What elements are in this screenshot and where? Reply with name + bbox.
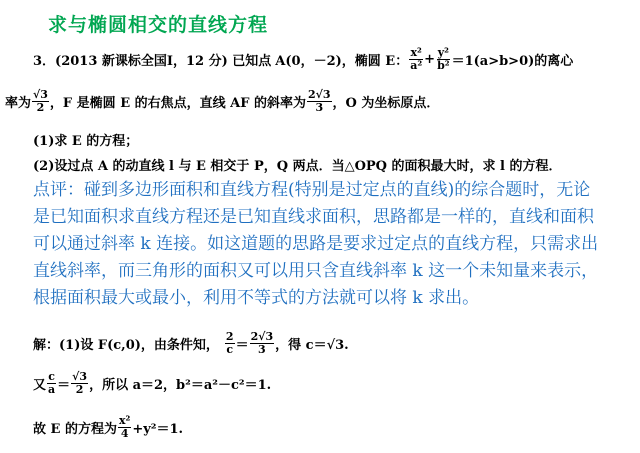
fraction-2sqrt3-3: $\frac{2√3}{3}$ xyxy=(308,87,331,114)
comment-line: 直线斜率，而三角形的面积又可以用只含直线斜率 k 这一个未知量来表示， xyxy=(33,261,599,281)
fraction-c-a: $\frac{c}{a}$ xyxy=(48,369,56,396)
question-part-2: (2)设过点 A 的动直线 l 与 E 相交于 P，Q 两点．当△OPQ 的面积最大时，求 l 的方程． xyxy=(33,159,562,174)
fraction-x2-a2: $\frac{\text{x²}}{\text{a²}}$ xyxy=(410,45,423,72)
fraction-2sqrt3-3-solution: $\frac{2√3}{3}$ xyxy=(250,329,274,356)
comment-line: 点评：碰到多边形面积和直线方程(特别是过定点的直线)的综合题时，无论 xyxy=(33,180,591,200)
solution-line-1: 解：(1)设 F(c,0)，由条件知， $\frac{2}{c}$ ＝ $\frac{2√3}{3}$ ，得 c＝√3. xyxy=(33,329,349,356)
fraction-sqrt3-2-solution: $\frac{√3}{2}$ xyxy=(72,369,88,396)
fraction-sqrt3-2: $\frac{√3}{2}$ xyxy=(33,87,48,114)
problem-line-2: 率为 $\frac{√3}{2}$ ，F 是椭圆 E 的右焦点，直线 AF 的斜率为 $\frac{2√3}{3}$ ，O 为坐标原点． xyxy=(5,87,440,114)
comment-line: 根据面积最大或最小，利用不等式的方法就可以将 k 求出。 xyxy=(33,288,480,308)
problem-source: 3．(2013 新课标全国Ⅰ，12 分) 已知点 xyxy=(33,53,272,69)
page-title: 求与椭圆相交的直线方程 xyxy=(48,14,269,36)
comment-block xyxy=(33,177,598,312)
problem-point-ellipse: A(0，－2)，椭圆 E： xyxy=(275,53,409,69)
comment-line: 是已知面积求直线方程还是已知直线求面积，思路都是一样的，直线和面积 xyxy=(33,207,594,227)
problem-condition: ＝1(a>b>0)的离心 xyxy=(451,53,574,69)
solution-line-3: 故 E 的方程为 $\frac{\text{x²}}{4}$ +y²＝1. xyxy=(33,413,184,440)
fraction-x2-4: $\frac{\text{x²}}{4}$ xyxy=(118,413,131,440)
fraction-2-c: $\frac{2}{c}$ xyxy=(225,329,234,356)
solution-line-2: 又 $\frac{c}{a}$ ＝ $\frac{√3}{2}$ ，所以 a＝2，b²＝a²－c²＝1. xyxy=(33,369,272,396)
comment-line: 可以通过斜率 k 连接。如这道题的思路是要求过定点的直线方程，只需求出 xyxy=(33,234,599,254)
question-part-1: (1)求 E 的方程； xyxy=(33,134,139,149)
fraction-y2-b2: $\frac{\text{y²}}{\text{b²}}$ xyxy=(437,45,450,72)
problem-line-1: 3．(2013 新课标全国Ⅰ，12 分) 已知点 A(0，－2)，椭圆 E： $\frac{\text{x²}}{\text{a²}}$ + $\frac{\text{y²}}{\text{b²}}$ ＝1(a>b>0)的离心 xyxy=(33,45,574,72)
